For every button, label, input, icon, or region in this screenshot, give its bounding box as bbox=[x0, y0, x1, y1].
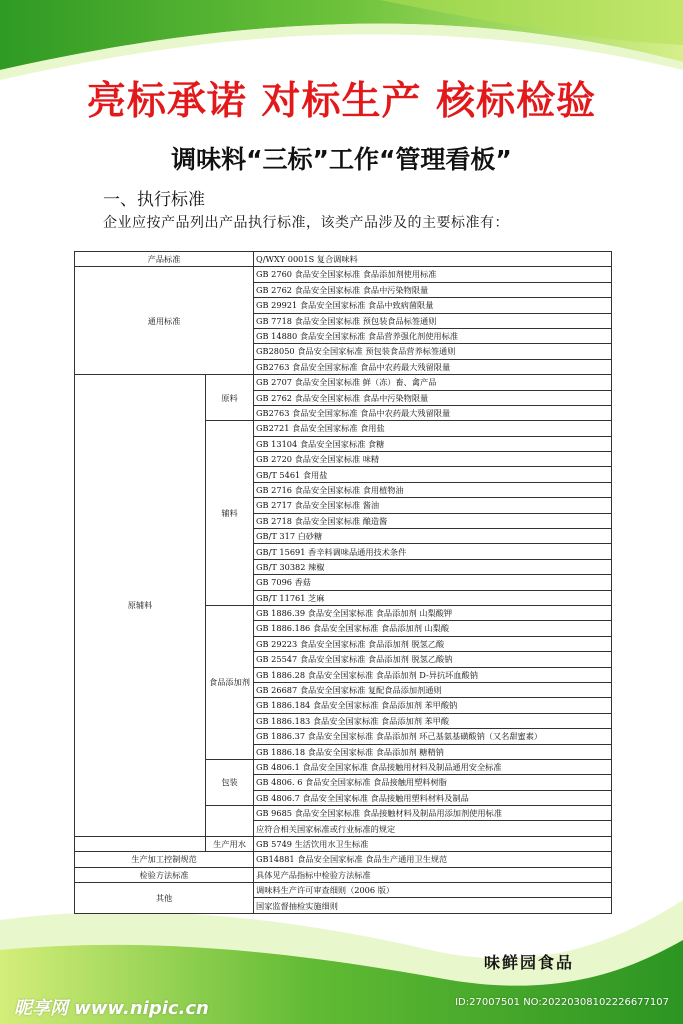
standard-cell: GB/T 317 白砂糖 bbox=[254, 529, 612, 544]
standard-cell: GB 7718 食品安全国家标准 预包装食品标签通则 bbox=[254, 313, 612, 328]
standard-cell: GB/T 30382 辣椒 bbox=[254, 559, 612, 574]
category-product-standard: 产品标准 bbox=[75, 252, 254, 267]
standard-cell: GB2763 食品安全国家标准 食品中农药最大残留限量 bbox=[254, 359, 612, 374]
table-row bbox=[75, 867, 612, 882]
standard-cell: GB 1886.183 食品安全国家标准 食品添加剂 苯甲酸 bbox=[254, 713, 612, 728]
standard-cell: GB 29223 食品安全国家标准 食品添加剂 脱氢乙酸 bbox=[254, 636, 612, 651]
subcategory-additives: 食品添加剂 bbox=[206, 605, 254, 759]
page-title: 调味料“三标”工作“管理看板” bbox=[171, 145, 512, 174]
standard-cell: GB28050 食品安全国家标准 预包装食品营养标签通则 bbox=[254, 344, 612, 359]
standard-cell: GB/T 11761 芝麻 bbox=[254, 590, 612, 605]
standard-cell: GB 7096 香菇 bbox=[254, 575, 612, 590]
standard-cell: GB 2762 食品安全国家标准 食品中污染物限量 bbox=[254, 390, 612, 405]
table-row bbox=[75, 252, 612, 267]
standard-cell: GB 2760 食品安全国家标准 食品添加剂使用标准 bbox=[254, 267, 612, 282]
standard-cell: GB 1886.37 食品安全国家标准 食品添加剂 环己基氨基磺酸钠（又名甜蜜素） bbox=[254, 729, 612, 744]
standard-cell: GB/T 15691 香辛料调味品通用技术条件 bbox=[254, 544, 612, 559]
category-test-method: 检验方法标准 bbox=[75, 867, 254, 882]
standard-cell: GB 9685 食品安全国家标准 食品接触材料及制品用添加剂使用标准 bbox=[254, 806, 612, 821]
standard-cell: GB 25547 食品安全国家标准 食品添加剂 脱氢乙酸钠 bbox=[254, 652, 612, 667]
standard-cell: 国家监督抽检实施细则 bbox=[254, 898, 612, 913]
table-row bbox=[75, 883, 612, 898]
standard-cell: GB 1886.28 食品安全国家标准 食品添加剂 D-异抗坏血酸钠 bbox=[254, 667, 612, 682]
company-name: 味鲜园食品 bbox=[484, 953, 575, 972]
watermark-id: ID:27007501 NO:20220308102226677107 bbox=[455, 997, 669, 1008]
table-row bbox=[75, 267, 612, 282]
subcategory-packaging: 包装 bbox=[206, 759, 254, 805]
subcategory-packaging-extra bbox=[206, 806, 254, 837]
standard-cell: GB 5749 生活饮用水卫生标准 bbox=[254, 836, 612, 851]
category-process-control: 生产加工控制规范 bbox=[75, 852, 254, 867]
standard-cell: GB 26687 食品安全国家标准 复配食品添加剂通则 bbox=[254, 682, 612, 697]
standard-cell: GB 29921 食品安全国家标准 食品中致病菌限量 bbox=[254, 298, 612, 313]
table-row bbox=[75, 375, 612, 390]
standard-cell: GB 2720 食品安全国家标准 味精 bbox=[254, 452, 612, 467]
standard-cell: GB 4806.1 食品安全国家标准 食品接触用材料及制品通用安全标准 bbox=[254, 759, 612, 774]
intro-text: 企业应按产品列出产品执行标准，该类产品涉及的主要标准有： bbox=[103, 215, 509, 231]
standard-cell: GB 4806.7 食品安全国家标准 食品接触用塑料材料及制品 bbox=[254, 790, 612, 805]
category-materials: 原辅料 bbox=[75, 375, 206, 837]
standard-cell: 应符合相关国家标准或行业标准的规定 bbox=[254, 821, 612, 836]
standard-cell: GB 13104 食品安全国家标准 食糖 bbox=[254, 436, 612, 451]
standard-cell: GB2721 食品安全国家标准 食用盐 bbox=[254, 421, 612, 436]
standard-cell: GB 1886.184 食品安全国家标准 食品添加剂 苯甲酸钠 bbox=[254, 698, 612, 713]
table-row bbox=[75, 836, 612, 851]
watermark-logo: 昵享网 www.nipic.cn bbox=[14, 998, 209, 1019]
category-general: 通用标准 bbox=[75, 267, 254, 375]
standard-cell: 调味料生产许可审查细则（2006 版） bbox=[254, 883, 612, 898]
category-other: 其他 bbox=[75, 883, 254, 914]
standard-cell: GB14881 食品安全国家标准 食品生产通用卫生规范 bbox=[254, 852, 612, 867]
subcategory-water: 生产用水 bbox=[206, 836, 254, 851]
section-heading: 一、执行标准 bbox=[103, 190, 205, 210]
subcategory-raw: 原料 bbox=[206, 375, 254, 421]
standard-cell: GB/T 5461 食用盐 bbox=[254, 467, 612, 482]
standard-cell: GB 2716 食品安全国家标准 食用植物油 bbox=[254, 482, 612, 497]
standard-cell: GB 14880 食品安全国家标准 食品营养强化剂使用标准 bbox=[254, 328, 612, 343]
headline-slogan: 亮标承诺 对标生产 核标检验 bbox=[86, 79, 597, 124]
standard-cell: GB 1886.186 食品安全国家标准 食品添加剂 山梨酸 bbox=[254, 621, 612, 636]
standard-cell: GB 2717 食品安全国家标准 酱油 bbox=[254, 498, 612, 513]
standard-cell: GB 1886.39 食品安全国家标准 食品添加剂 山梨酸钾 bbox=[254, 605, 612, 620]
standard-cell: 具体见产品指标中检验方法标准 bbox=[254, 867, 612, 882]
table-row bbox=[75, 852, 612, 867]
standard-cell: GB2763 食品安全国家标准 食品中农药最大残留限量 bbox=[254, 405, 612, 420]
standard-cell: GB 4806. 6 食品安全国家标准 食品接触用塑料树脂 bbox=[254, 775, 612, 790]
category-materials-blank bbox=[75, 836, 206, 851]
standard-cell: GB 1886.18 食品安全国家标准 食品添加剂 糖精钠 bbox=[254, 744, 612, 759]
standard-cell: GB 2707 食品安全国家标准 鲜（冻）畜、禽产品 bbox=[254, 375, 612, 390]
subcategory-auxiliary: 辅料 bbox=[206, 421, 254, 606]
standard-cell: GB 2762 食品安全国家标准 食品中污染物限量 bbox=[254, 282, 612, 297]
standards-table bbox=[74, 251, 612, 914]
standard-cell: GB 2718 食品安全国家标准 酿造酱 bbox=[254, 513, 612, 528]
standard-cell: Q/WXY 0001S 复合调味料 bbox=[254, 252, 612, 267]
